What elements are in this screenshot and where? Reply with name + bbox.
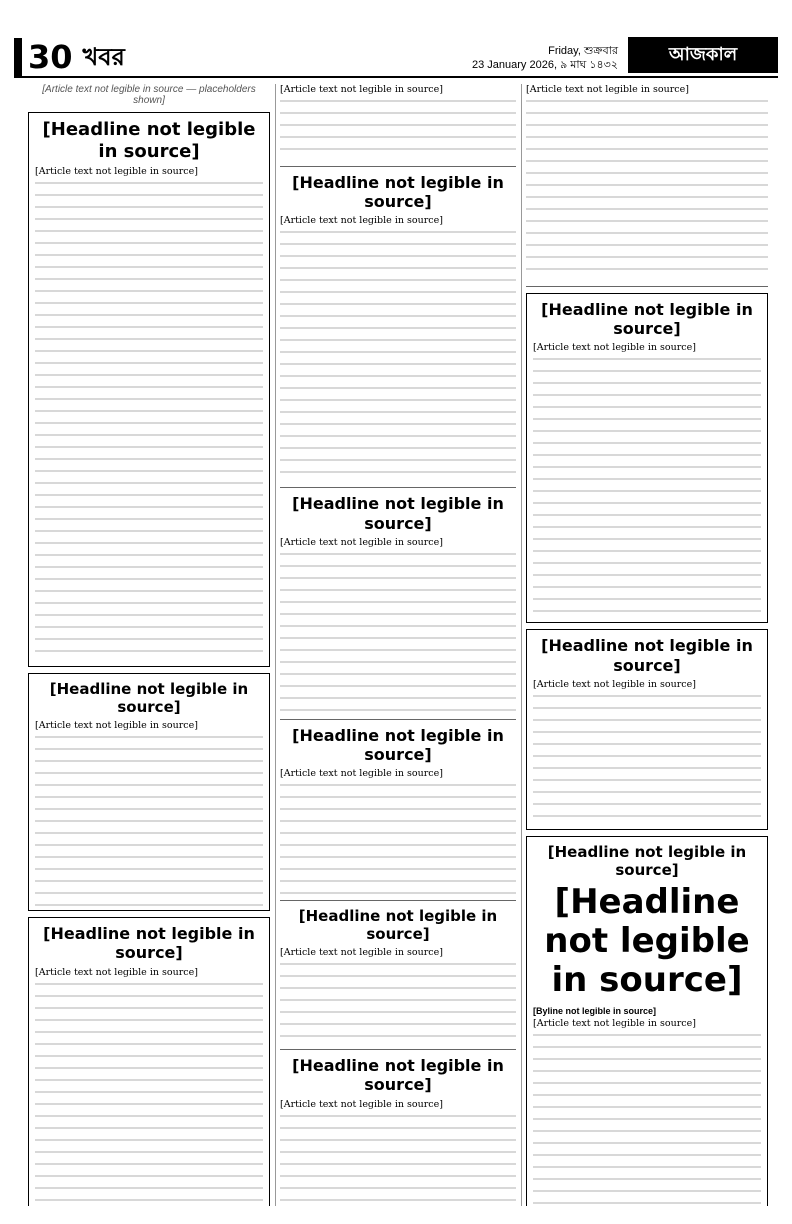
article-body: [Article text not legible in source] (533, 342, 696, 354)
article-body: [Article text not legible in source] (533, 1018, 696, 1030)
masthead-right (472, 37, 778, 76)
text-placeholder-block (533, 1034, 761, 1206)
article-separator (526, 286, 768, 287)
article-right-3 (526, 629, 768, 829)
article-body: [Article text not legible in source] (280, 1098, 443, 1110)
article-middle-2 (280, 173, 516, 481)
article-body: [Article text not legible in source] (280, 536, 443, 548)
article-headline: [Headline not legible in source] (292, 725, 504, 764)
column-left (28, 84, 270, 1206)
article-byline: [Byline not legible in source] (533, 1006, 657, 1017)
text-placeholder-block (35, 736, 263, 906)
article-body: [Article text not legible in source] (280, 215, 443, 227)
article-middle-3 (280, 494, 516, 712)
date-block (472, 44, 618, 76)
article-separator (280, 719, 516, 720)
date-text: 23 January 2026, ৯ মাঘ ১৪৩২ (472, 59, 618, 71)
article-body: [Article text not legible in source] (533, 678, 696, 690)
article-right-4 (526, 836, 768, 1206)
day-text: Friday, শুক্রবার (548, 45, 618, 57)
article-lead-left (28, 112, 270, 667)
article-body: [Article text not legible in source] (280, 768, 443, 780)
article-kicker: [Headline not legible in source] (547, 842, 747, 879)
article-headline: [Headline not legible in source] (298, 907, 498, 944)
article-middle-4 (280, 726, 516, 894)
text-placeholder-block (35, 182, 263, 662)
masthead (14, 28, 778, 78)
column-right (526, 84, 768, 1206)
article-headline: [Headline not legible in source] (43, 924, 255, 963)
legibility-notice: [Article text not legible in source — placeholders shown] (42, 84, 256, 106)
article-headline-large: [Headline not legible in source] (544, 881, 750, 1000)
article-separator (280, 900, 516, 901)
article-body: [Article text not legible in source] (526, 84, 689, 95)
article-separator (280, 487, 516, 488)
article-headline: [Headline not legible in source] (292, 1056, 504, 1095)
article-headline: [Headline not legible in source] (292, 494, 504, 533)
text-placeholder-block (526, 100, 768, 280)
article-middle-5 (280, 907, 516, 1043)
text-placeholder-block (280, 100, 516, 160)
text-placeholder-block (280, 553, 516, 713)
article-separator (280, 1049, 516, 1050)
article-separator (280, 166, 516, 167)
article-headline: [Headline not legible in source] (42, 119, 256, 162)
article-body: [Article text not legible in source] (35, 720, 198, 732)
article-body: [Article text not legible in source] (280, 947, 443, 959)
article-middle-6 (280, 1056, 516, 1206)
article-left-2 (28, 673, 270, 911)
page-number-box (14, 38, 125, 76)
column-divider (521, 84, 522, 1206)
article-headline: [Headline not legible in source] (541, 636, 753, 675)
article-body: [Article text not legible in source] (280, 84, 443, 95)
page-number: 30 (28, 38, 73, 76)
page-number-bar (14, 38, 22, 76)
text-placeholder-block (533, 695, 761, 825)
text-placeholder-block (533, 358, 761, 618)
section-name: খবর (82, 43, 125, 71)
article-right-1 (526, 84, 768, 280)
column-divider (275, 84, 276, 1206)
article-headline: [Headline not legible in source] (541, 300, 753, 339)
column-middle (280, 84, 516, 1206)
article-headline: [Headline not legible in source] (49, 680, 249, 717)
text-placeholder-block (280, 963, 516, 1043)
text-placeholder-block (280, 231, 516, 481)
article-left-3 (28, 917, 270, 1206)
text-placeholder-block (35, 983, 263, 1206)
article-middle-1 (280, 84, 516, 160)
article-body: [Article text not legible in source] (35, 966, 198, 978)
article-right-2 (526, 293, 768, 623)
text-placeholder-block (280, 784, 516, 894)
article-body: [Article text not legible in source] (35, 166, 198, 178)
text-placeholder-block (280, 1115, 516, 1207)
newspaper-logo: আজকাল (628, 37, 778, 73)
article-headline: [Headline not legible in source] (292, 173, 504, 212)
